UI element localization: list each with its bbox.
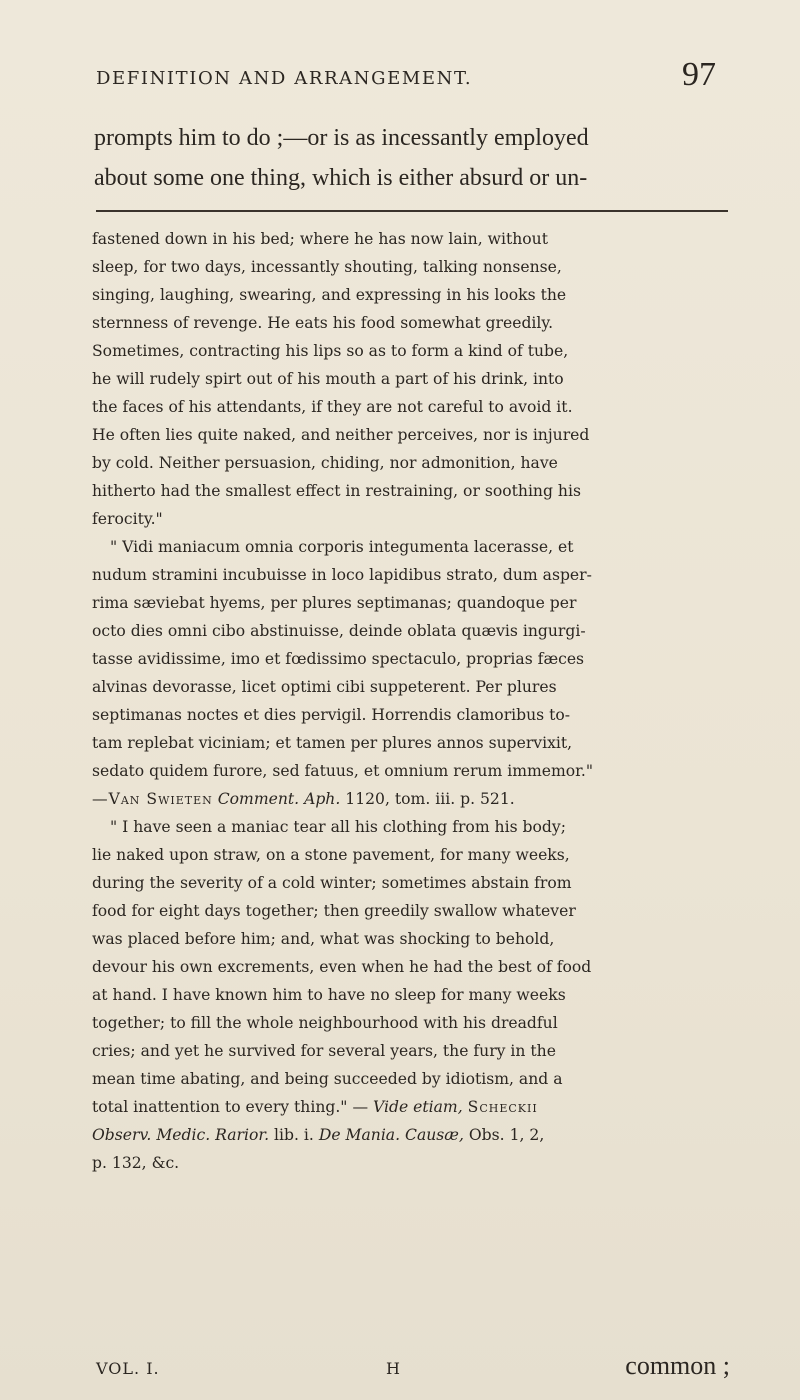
- citation-lead: total inattention to every thing." —: [92, 1098, 369, 1116]
- catchword: common ;: [625, 1351, 730, 1380]
- citation-author: —Van Swieten: [92, 790, 213, 808]
- citation-line: [92, 1093, 738, 1121]
- quote-line: fastened down in his bed; where he has now lain, without: [92, 230, 548, 248]
- quote-line: " Vidi maniacum omnia corporis integumenta lacerasse, et: [110, 538, 574, 556]
- quote-line: lie naked upon straw, on a stone pavement, for many weeks,: [92, 846, 570, 864]
- volume-signature: VOL. I.: [96, 1359, 160, 1378]
- page-footer: [96, 1351, 736, 1389]
- quote-line: Sometimes, contracting his lips so as to form a kind of tube,: [92, 342, 569, 360]
- quote-line: food for eight days together; then greedily swallow whatever: [92, 902, 576, 920]
- quote-line: mean time abating, and being succeeded by idiotism, and a: [92, 1070, 563, 1088]
- quote-line: singing, laughing, swearing, and expressing in his looks the: [92, 286, 567, 304]
- quote-line: He often lies quite naked, and neither perceives, nor is injured: [92, 426, 590, 444]
- quote-line: together; to fill the whole neighbourhood with his dreadful: [92, 1014, 558, 1032]
- citation-work: Observ. Medic. Rarior.: [92, 1126, 270, 1144]
- quote-line: cries; and yet he survived for several years, the fury in the: [92, 1042, 556, 1060]
- quote-line: septimanas noctes et dies pervigil. Horrendis clamoribus to-: [92, 706, 571, 724]
- signature-mark: H: [386, 1359, 400, 1378]
- quote-line: " I have seen a maniac tear all his clothing from his body;: [110, 818, 566, 836]
- citation-line: [92, 1121, 738, 1149]
- citation-book: lib. i.: [274, 1126, 314, 1144]
- quote-line: nudum stramini incubuisse in loco lapidibus strato, dum asper-: [92, 566, 592, 584]
- quote-line: sleep, for two days, incessantly shouting, talking nonsense,: [92, 258, 562, 276]
- citation-author: Scheckii: [467, 1098, 538, 1116]
- quote-line: the faces of his attendants, if they are not careful to avoid it.: [92, 398, 573, 416]
- quotation-block: [92, 225, 738, 1177]
- citation-work: Comment. Aph.: [217, 790, 341, 808]
- quote-line: by cold. Neither persuasion, chiding, nor admonition, have: [92, 454, 558, 472]
- quote-line: rima sæviebat hyems, per plures septimanas; quandoque per: [92, 594, 577, 612]
- running-title: DEFINITION AND ARRANGEMENT.: [96, 68, 473, 89]
- quote-line: ferocity.": [92, 510, 163, 528]
- footnote-rule: [96, 210, 728, 212]
- quote-line: tasse avidissime, imo et fœdissimo spectaculo, proprias fæces: [92, 650, 585, 668]
- running-head: [96, 56, 716, 102]
- citation-line: p. 132, &c.: [92, 1154, 180, 1172]
- citation-obs: Obs. 1, 2,: [468, 1126, 545, 1144]
- quote-line: at hand. I have known him to have no sleep for many weeks: [92, 986, 566, 1004]
- quote-line: devour his own excrements, even when he had the best of food: [92, 958, 592, 976]
- citation-ref: 1120, tom. iii. p. 521.: [345, 790, 515, 808]
- quote-line: was placed before him; and, what was shocking to behold,: [92, 930, 555, 948]
- citation-line: [92, 785, 738, 813]
- quote-line: octo dies omni cibo abstinuisse, deinde oblata quævis ingurgi-: [92, 622, 586, 640]
- quote-line: hitherto had the smallest effect in restraining, or soothing his: [92, 482, 581, 500]
- quote-line: during the severity of a cold winter; sometimes abstain from: [92, 874, 572, 892]
- citation-chapter: De Mania. Causæ,: [318, 1126, 464, 1144]
- quote-line: tam replebat viciniam; et tamen per plures annos supervixit,: [92, 734, 573, 752]
- citation-vide: Vide etiam,: [373, 1098, 463, 1116]
- main-text: [94, 118, 734, 198]
- quote-line: he will rudely spirt out of his mouth a part of his drink, into: [92, 370, 564, 388]
- quote-line: sedato quidem furore, sed fatuus, et omnium rerum immemor.": [92, 762, 594, 780]
- quote-line: sternness of revenge. He eats his food somewhat greedily.: [92, 314, 554, 332]
- quote-line: alvinas devorasse, licet optimi cibi suppeterent. Per plures: [92, 678, 557, 696]
- page-number: 97: [682, 56, 716, 93]
- text-line: prompts him to do ;—or is as incessantly employed: [94, 125, 589, 151]
- text-line: about some one thing, which is either absurd or un-: [94, 165, 588, 191]
